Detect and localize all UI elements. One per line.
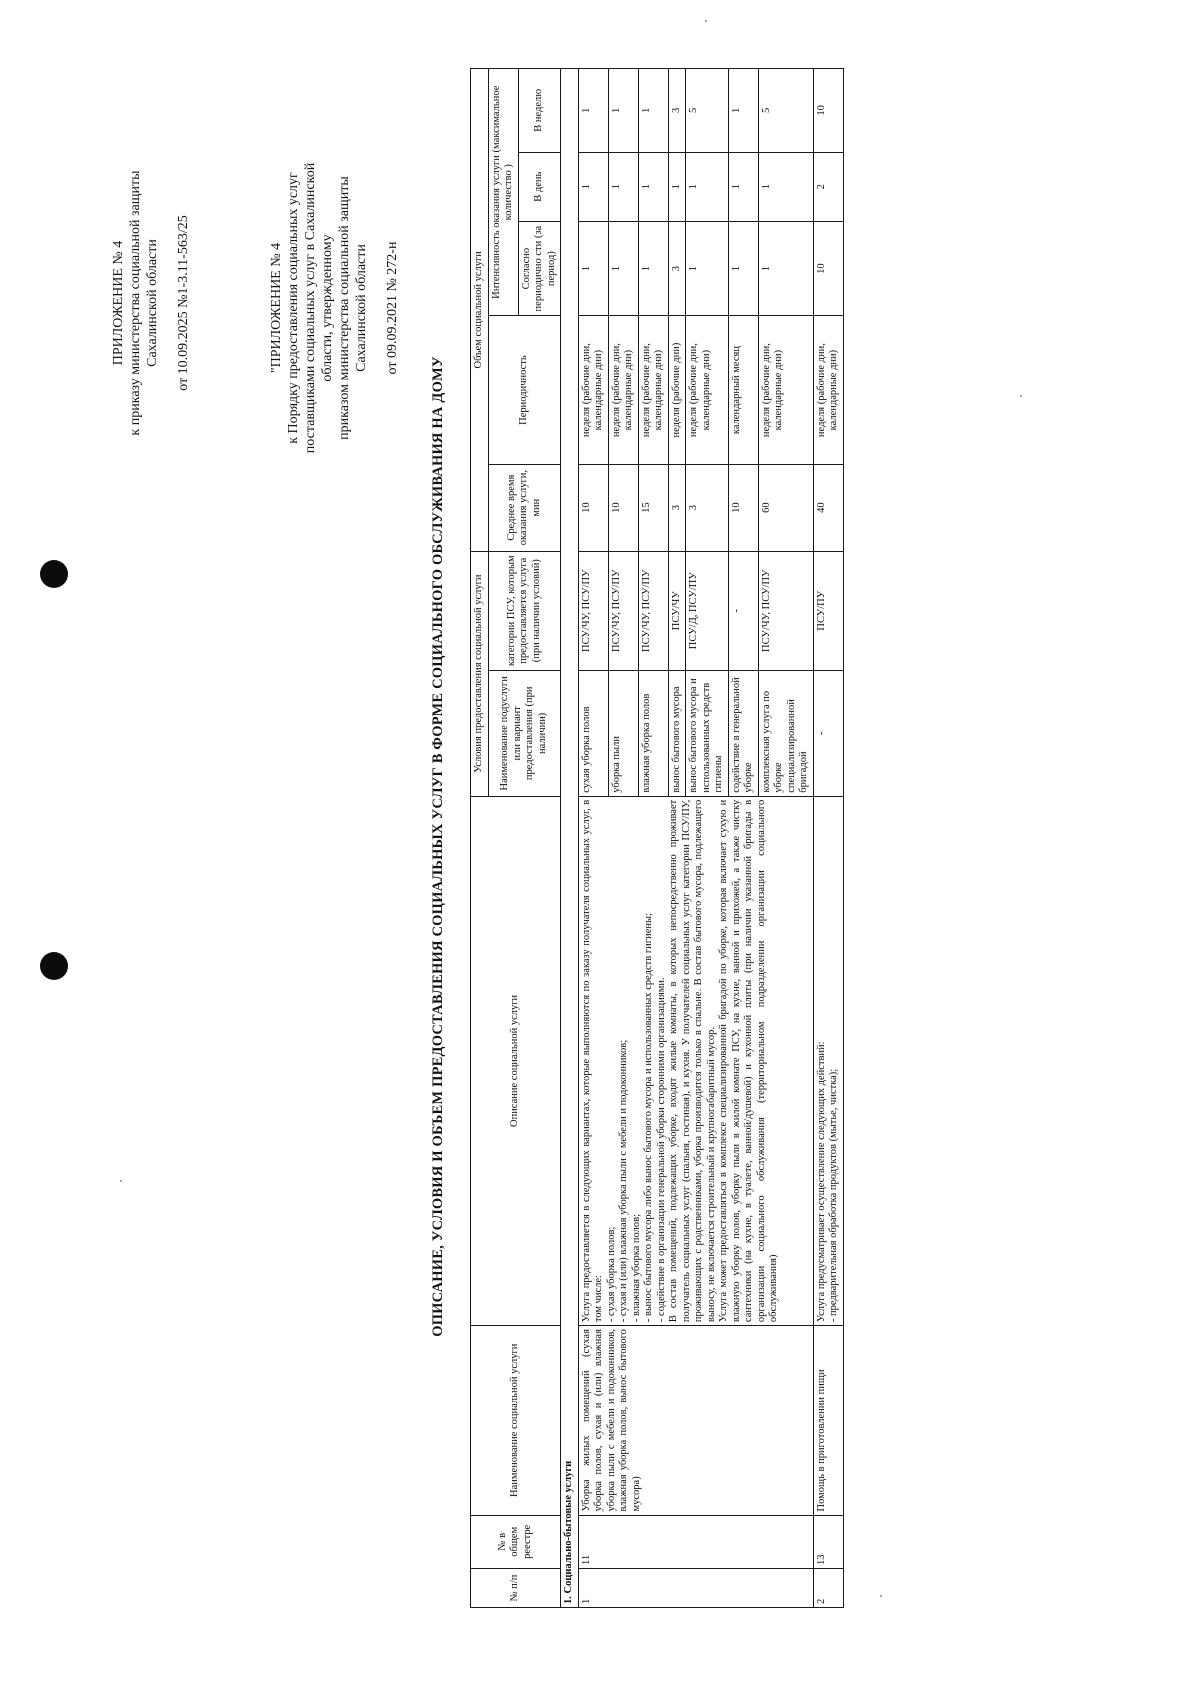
per-week: 1: [578, 69, 608, 153]
periodicity: неделя (рабочие дни): [668, 316, 686, 464]
per-period: 1: [728, 221, 758, 316]
categories: ПСУ/Д, ПСУ/ПУ: [686, 551, 729, 670]
header-conditions: Условия предоставления социальной услуги: [471, 551, 489, 796]
per-week: 3: [668, 69, 686, 153]
description-line: Услуга может предоставляться в комплексе специализированной бригадой по уборке, которая включает сухую и влажную уборку полов, уборку пыли в жилой комнате ПСУ, на кухне, ванной и прихожей, а также чистку сантехники (на кухне, в туалете, ванной/душевой) и кухонной плиты (при наличии указанной бригады в организации социального обслуживания (территориальном подразделении организации социального обслуживания): [718, 799, 779, 1323]
categories: ПСУ/ЧУ, ПСУ/ПУ: [758, 551, 813, 670]
order-header: [110, 83, 192, 523]
avg-time: 60: [758, 464, 813, 551]
per-day: 1: [668, 152, 686, 221]
per-period: 1: [638, 221, 668, 316]
header-num: № п/п: [471, 1569, 561, 1608]
description-line: Услуга предоставляется в следующих вариантах, которые выполняются по заказу получателя социальных услуг, в том числе:: [580, 799, 604, 1323]
categories: ПСУ/ЧУ, ПСУ/ПУ: [638, 551, 668, 670]
order-header-line: к приказу министерства социальной защиты: [128, 170, 143, 436]
table-row: [578, 69, 608, 1608]
services-table: [470, 68, 844, 1608]
header-per-week: В неделю: [518, 69, 561, 153]
per-period: 3: [668, 221, 686, 316]
order-header-line: Сахалинской области: [145, 239, 160, 367]
periodicity: неделя (рабочие дни, календарные дни): [608, 316, 638, 464]
procedure-header-line: поставщиками социальных услуг в Сахалинской: [303, 162, 318, 454]
section-title: 1. Социально-бытовые услуги: [561, 69, 579, 1608]
per-day: 1: [758, 152, 813, 221]
service-registry: 13: [813, 1515, 843, 1568]
description-line: - содействие в организации генеральной уборки сторонними организациями.: [655, 977, 667, 1323]
header-avg-time: Среднее время оказания услуги, мин: [488, 464, 561, 551]
header-periodicity: Периодичность: [488, 316, 561, 464]
avg-time: 3: [668, 464, 686, 551]
header-subservice: Наименование подуслуги или вариант предоставления (при наличии): [488, 670, 561, 796]
avg-time: 15: [638, 464, 668, 551]
header-name: Наименование социальной услуги: [471, 1326, 561, 1515]
per-day: 1: [578, 152, 608, 221]
avg-time: 10: [728, 464, 758, 551]
categories: -: [728, 551, 758, 670]
document-title: ОПИСАНИЕ, УСЛОВИЯ И ОБЪЕМ ПРЕДОСТАВЛЕНИЯ СОЦИАЛЬНЫХ УСЛУГ В ФОРМЕ СОЦИАЛЬНОГО ОБСЛУЖИВАНИЯ НА ДОМУ: [430, 356, 446, 1337]
per-day: 1: [608, 152, 638, 221]
header-volume: Объем социальной услуги: [471, 69, 489, 552]
subservice: -: [813, 670, 843, 796]
periodicity: неделя (рабочие дни, календарные дни): [686, 316, 729, 464]
per-period: 1: [686, 221, 729, 316]
header-per-day: В день: [518, 152, 561, 221]
header-categories: категории ПСУ, которым предоставляется услуга (при наличии условий): [488, 551, 561, 670]
subservice: сухая уборка полов: [578, 670, 608, 796]
description-line: В состав помещений, подлежащих уборке, входят жилые комнаты, в которых непосредственно проживает получатель социальных услуг (спальня, гостиная), и кухня. У получателей социальных услуг категории ПСУ/ПУ, проживающих с родственниками, уборка производится только в спальне. В состав бытового мусора, подлежащего выносу, не включается строительный и крупногабаритный мусор.: [668, 799, 717, 1323]
subservice: содействие в генеральной уборке: [728, 670, 758, 796]
subservice: уборка пыли: [608, 670, 638, 796]
description-line: - сухая и (или) влажная уборка пыли с мебели и подоконников;: [618, 1039, 629, 1323]
procedure-header-line: Сахалинской области: [354, 244, 369, 372]
subservice: вынос бытового мусора: [668, 670, 686, 796]
service-description: [813, 796, 843, 1325]
table-row: [813, 69, 843, 1608]
per-week: 5: [686, 69, 729, 153]
periodicity: неделя (рабочие дни, календарные дни): [578, 316, 608, 464]
periodicity: неделя (рабочие дни, календарные дни): [638, 316, 668, 464]
description-line: - предварительная обработка продуктов (мытье, чистка);: [828, 1068, 839, 1323]
header-registry: № в общем реестре: [471, 1515, 561, 1568]
service-name: Уборка жилых помещений (сухая уборка полов, сухая и (или) влажная уборка пыли с мебели и подоконников, влажная уборка полов, вынос бытового мусора): [578, 1326, 813, 1515]
procedure-header-line: к Порядку предоставления социальных услуг: [286, 172, 301, 444]
per-period: 1: [578, 221, 608, 316]
procedure-header-line: области, утвержденному: [320, 234, 335, 382]
description-line: - влажная уборка полов;: [630, 1213, 642, 1323]
service-name: Помощь в приготовлении пищи: [813, 1326, 843, 1515]
per-week: 1: [638, 69, 668, 153]
avg-time: 10: [578, 464, 608, 551]
procedure-header-line: приказом министерства социальной защиты: [337, 176, 352, 440]
header-intensity: Интенсивность оказания услуги (максимальное количество ): [488, 69, 518, 316]
order-header-title: ПРИЛОЖЕНИЕ № 4: [111, 240, 126, 366]
service-num: 2: [813, 1569, 843, 1608]
per-week: 5: [758, 69, 813, 153]
subservice: комплексная услуга по уборке специализированной бригадой: [758, 670, 813, 796]
avg-time: 3: [686, 464, 729, 551]
periodicity: календарный месяц: [728, 316, 758, 464]
periodicity: неделя (рабочие дни, календарные дни): [813, 316, 843, 464]
per-period: 1: [758, 221, 813, 316]
per-period: 10: [813, 221, 843, 316]
description-line: Услуга предусматривает осуществление следующих действий:: [815, 1041, 827, 1323]
header-description: Описание социальной услуги: [471, 796, 561, 1325]
avg-time: 40: [813, 464, 843, 551]
service-description: [578, 796, 813, 1325]
per-day: 1: [728, 152, 758, 221]
categories: ПСУ/ПУ: [813, 551, 843, 670]
per-week: 1: [728, 69, 758, 153]
description-line: - сухая уборка полов;: [605, 1226, 617, 1323]
procedure-header: [268, 73, 401, 543]
per-week: 10: [813, 69, 843, 153]
per-day: 2: [813, 152, 843, 221]
service-num: 1: [578, 1569, 813, 1608]
description-line: - вынос бытового мусора либо вынос бытового мусора и использованных средств гигиены;: [643, 913, 654, 1323]
order-header-date: от 10.09.2025 №1-3.11-563/25: [176, 215, 191, 391]
procedure-header-date: от 09.09.2021 № 272-н: [385, 241, 400, 375]
periodicity: неделя (рабочие дни, календарные дни): [758, 316, 813, 464]
subservice: вынос бытового мусора и использованных средств гигиены: [686, 670, 729, 796]
header-per-period: Согласно периодично сти (за период): [518, 221, 561, 316]
per-day: 1: [686, 152, 729, 221]
per-week: 1: [608, 69, 638, 153]
procedure-header-title: "ПРИЛОЖЕНИЕ № 4: [269, 242, 284, 374]
avg-time: 10: [608, 464, 638, 551]
service-registry: 11: [578, 1515, 813, 1568]
categories: ПСУ/ЧУ: [668, 551, 686, 670]
categories: ПСУ/ЧУ, ПСУ/ПУ: [578, 551, 608, 670]
categories: ПСУ/ЧУ, ПСУ/ПУ: [608, 551, 638, 670]
per-period: 1: [608, 221, 638, 316]
subservice: влажная уборка полов: [638, 670, 668, 796]
per-day: 1: [638, 152, 668, 221]
